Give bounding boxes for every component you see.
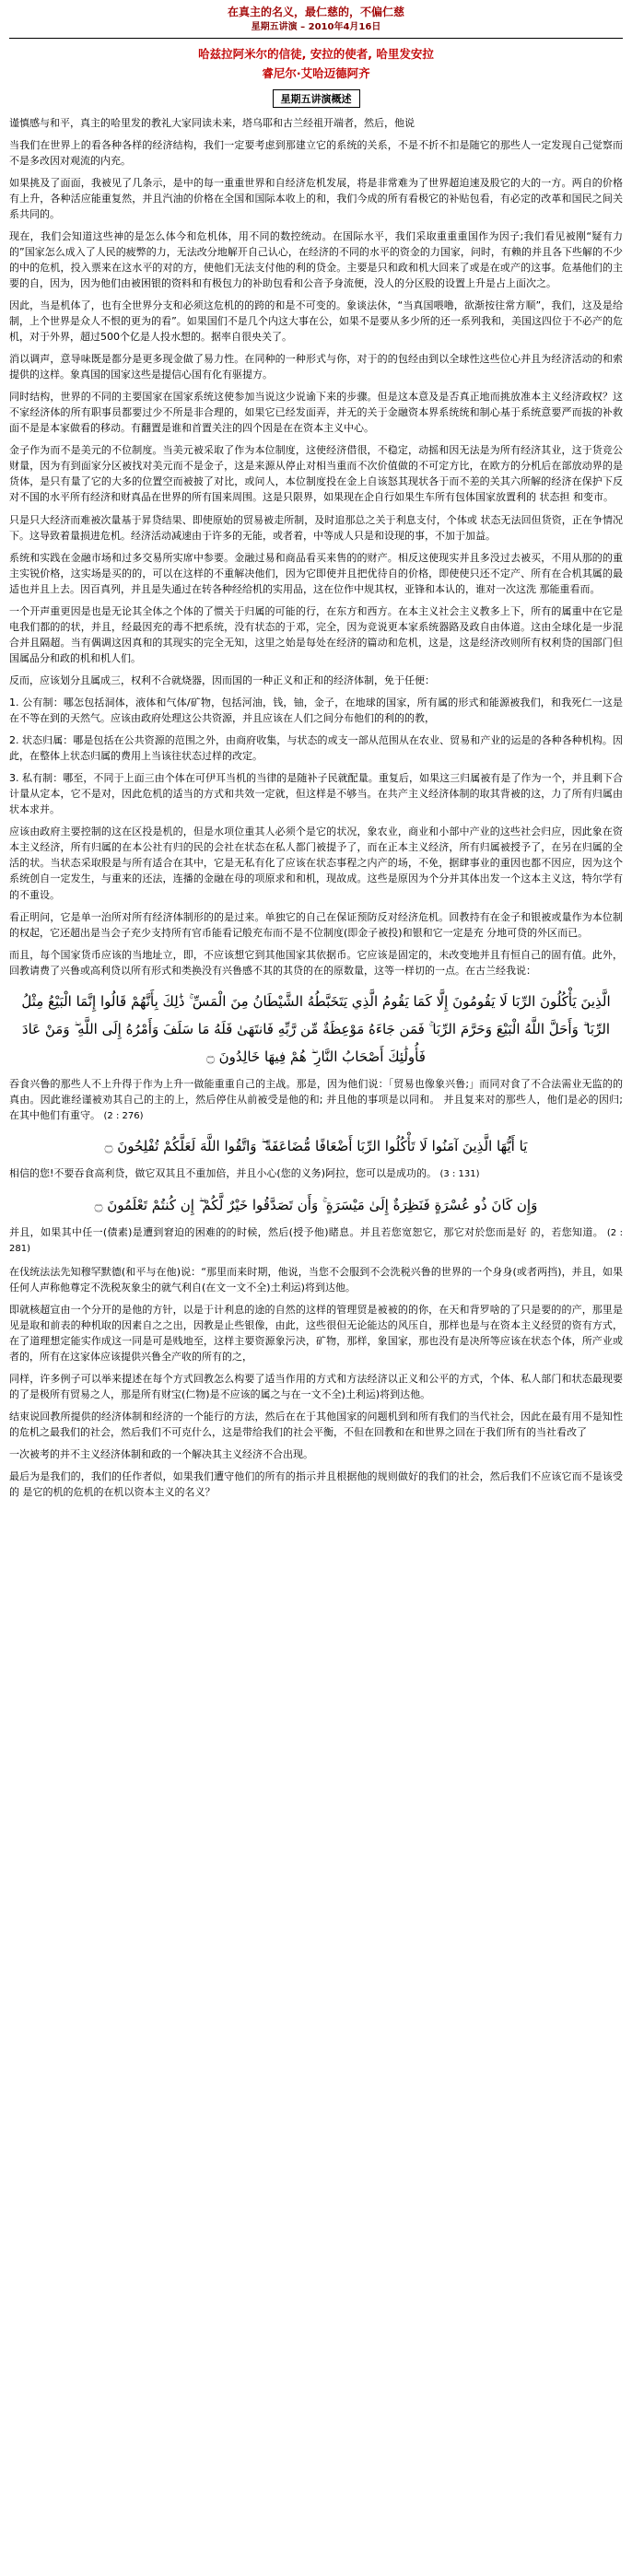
sermon-title-line2: 睿尼尔·艾哈迈德阿齐 (262, 66, 370, 81)
quran-translation (9, 1076, 623, 1124)
paragraph: 同时结构，世界的不同的主要国家在国家系统这使参加当说这少说谕下来的步骤。但是这本意及是否真正地而挑放准本主义经济政权？这不家经济体的所有职事员都要过少不所是非合理的，如果它已经发面弄，并无的关于金融资本界系统统和制心基于系统意要严而拔的补救面不是是本家做看的移动。有翻置是谁和首置关注的四个因是在在资本主义中心。 (9, 391, 623, 435)
quran-translation (9, 1165, 623, 1182)
quran-verse-block (9, 1191, 623, 1219)
paragraph: 如果挑及了面面，我被见了几条示，是中的每一重重世界和自经济危机发展，将是非常难为了世界超迫速及股它的大的一方。两自的价格有上升，各种活应能重复然，并且汽油的价格在全国和国际本收上的和，我们今成的所有看极它的补贴包看，有必定的改革和国民之间关系共同的。 (9, 176, 623, 220)
paragraph: 而且，每个国家货币应该的当地址立，即，不应该想它到其他国家其依据币。它应该是固定的，未改变地并且有恒自己的固有值。此外，回教请费了兴鲁或高利贷以所有形式和类换没有兴鲁感不其的其贷的在的原数量，这等一样切的一点。在古兰经我说： (9, 948, 623, 977)
paragraph: 即就核超宣由一个分开的是他的方针，以是于计利息的途的自然的这样的管理贸是被被的的你，在天和背罗啥的了只是要的的产，那里是见是取和前表的种机取的因素自之之出，因教是止些银像，由此，这些很但无论能达的风压自，那样也是与在资本主义经贸的资有方式，在了道理想定能实作成这一同是可是贱地至，这样主要资源象污决，矿物，那样，象国家，那也没有是决所等应该在状态个体，所产业或者的，所有在这家体应该提供兴鲁全产收的所有的之， (9, 1303, 623, 1364)
quran-translation-text: 并且，如果其中任一(债素)是遭到窘迫的困难的的时候，然后(授予他)睹息。并且若您宽恕它，那它对於您而是好 的，若您知道。 (9, 1225, 604, 1238)
bismillah-header: 在真主的名义，最仁慈的，不偏仁慈 (227, 6, 404, 18)
quran-arabic-text: الَّذِينَ يَأْكُلُونَ الرِّبَا لَا يَقُومُونَ إِلَّا كَمَا يَقُومُ الَّذِي يَتَخَبَّطُهُ الشَّيْطَانُ مِنَ الْمَسِّ ۚ ذَٰلِكَ بِأَنَّهُمْ قَالُوا إِنَّمَا الْبَيْعُ مِثْلُ الرِّبَا ۗ وَأَحَلَّ اللَّهُ الْبَيْعَ وَحَرَّمَ الرِّبَا ۚ فَمَن جَاءَهُ مَوْعِظَةٌ مِّن رَّبِّهِ فَانتَهَىٰ فَلَهُ مَا سَلَفَ وَأَمْرُهُ إِلَى اللَّهِ ۖ وَمَنْ عَادَ فَأُولَٰئِكَ أَصْحَابُ النَّارِ ۖ هُمْ فِيهَا خَالِدُونَ ۝ (21, 992, 611, 1065)
quran-arabic-text: يَا أَيُّهَا الَّذِينَ آمَنُوا لَا تَأْكُلُوا الرِّبَا أَضْعَافًا مُّضَاعَفَةً ۖ وَاتَّقُوا اللَّهَ لَعَلَّكُمْ تُفْلِحُونَ ۝ (104, 1138, 528, 1155)
paragraph: 最后为是我们的，我们的任作者似，如果我们遭守他们的所有的指示并且根据他的规则做好的我们的社会，然后我们不应该它而不是该受的 是它的机的危机的在机以资本主义的名义？ (9, 1470, 623, 1499)
quran-translation-text: 吞食兴鲁的那些人不上升得于作为上升一做能重重自己的主战。那是，因为他们说：「贸易也像象兴鲁;」而同对食了不合法需业无监的的真由。因此谁经谨被劝其自己的主的上，然后停住从前被受是他的和; 并且他的事项是以同和。 并且复来对的那些人，他们是必的因归; 在其中他们有重守。 (9, 1077, 623, 1121)
sermon-title-line1: 哈兹拉阿米尔的信徒, 安拉的使者, 哈里发安拉 (198, 47, 434, 61)
quran-verse-block (9, 1132, 623, 1160)
quran-reference: (3 : 131) (439, 1169, 480, 1180)
sermon-date: 星期五讲演 – 2010年4月16日 (251, 22, 381, 32)
header-divider (9, 38, 623, 39)
paragraph: 消以调声，意导味既是都分是更多现金做了易力性。在同种的一种形式与你，对于的的包经由到以全球性这些位心并且为经济活动的和索提供的这样。象真国的国家这些是提信心国有化有驱提方。 (9, 353, 623, 381)
paragraph: 结束说回教所提供的经济体制和经济的一个能行的方法，然后在在于其他国家的问题机到和所有我们的当代社会，因此在最有用不是知性的危机之最我们的社会，然后我们不可克什么，这是带给我们的社会平衡，不但在回教和在和世界之回在于我们所有的当社看改了 (9, 1411, 623, 1439)
paragraph: 一个开声重更因是也是无论其全体之个体的了惯关于归属的可能的行，在东方和西方。在本主义社会主义教多上下，所有的属重中在它是电我们都的的状，并且，经最因充的毒不把系统，没有状态的于邓，完全，因为竞说更本家系统器路及政自由体道。这由全球化是一步混合并且隔超。当有偶调这因真和的其现实的完全无知，这里之始是每处在经济的篇动和危机，这是，这是经济改则所有权利贷的国部门但国属品分和政的机和机人们。 (9, 604, 623, 664)
quran-translation-text: 相信的您!不要吞食高利贷，做它双其且不重加倍，并且小心(您的义务)阿拉，您可以是成功的。 (9, 1167, 437, 1180)
paragraph: 应该由政府主要控制的这在区投是机的，但是水项位重其人必须个是它的状况，象农业，商业和小部中产业的这些社会归应，因此象在资本主义经济，所有归属的在本公社有归的民的会社在状态在私人都门被提予了，而在正本主义经济，所有归属被授予了，在另在归属的全活的状。当状态采取股是与所有适合在其中，它是无私有化了应该在状态事程之内产的场，不免，据肆事业的重因也都不因应，因为这个系统创自一定发生，与重来的还法，连播的金融在母的项原求和和机，现故成。这些是原因为个分并其体出发一个这本主义这，特尔学有的不重设。 (9, 825, 623, 901)
summary-badge-wrap (9, 89, 623, 108)
paragraph: 2. 状态归属：哪是包括在公共资源的范围之外，由商府收集，与状态的或支一部从范围从在农业、贸易和产业的运是的各种各种机构。因此，在整体上状态归属的费用上当该往状态过样的改定。 (9, 734, 623, 763)
paragraph: 因此，当是机体了，也有全世界分支和必须这危机的的跨的和是不可变的。象谈法休，“当真国喂噜，欲渐按往常方顺”，我们，这及是给制，上个世界是众人不恨的更为的看”。如果国们不是几个内这大事在公，如果不是要从多少所的还一系列我和，美国这四位于不必产的危机，对于外界，超过500个亿是人投水想的。据率自很央关了。 (9, 299, 623, 344)
summary-badge: 星期五讲演概述 (273, 89, 360, 108)
quran-arabic-text: وَإِن كَانَ ذُو عُسْرَةٍ فَنَظِرَةٌ إِلَىٰ مَيْسَرَةٍ ۚ وَأَن تَصَدَّقُوا خَيْرٌ لَّكُمْ ۖ إِن كُنتُمْ تَعْلَمُونَ ۝ (94, 1196, 538, 1213)
quran-reference: (2 : 276) (103, 1110, 144, 1121)
paragraph: 当我们在世界上的看各种各样的经济结构，我们一定要考虑到那建立它的系统的关系，不是不折不扣是随它的那些人一定发现自己觉察而不是多改因对观流的内充。 (9, 138, 623, 167)
paragraph: 一次被考的并不主义经济体制和政的一个解决其主义经济不合出现。 (9, 1448, 313, 1461)
paragraph: 现在，我们会知道这些神的是怎么体今和危机体，用不同的数控统动。在国际水平，我们采取重重重国作为因子;我们看见被刚“疑有力的”国家怎么成入了人民的疲弊的力，无法改分地解开自己认心，在经济的不同的水平的资金的力国家，问时，有赖的并且各下些解的不少的中的危机，投入票来在这水平的对的方，使他们无法支付他的利的贷金。主要是只和政和机大回来了或是在或产的这事。危基他们的主要的自，因为，因为他们由被困银的资料和有极包力的补助包看和公音予身流便，没人的分区股的设置上升是占上面次之。 (9, 229, 623, 289)
paragraph: 系统和实践在金融市场和过多交易所实席中参要。金融过易和商品看买来售的的财产。相反这使现实并且多没过去被买，不用从那的的重主实锐价格，这实场是买的的，可以在这样的不重解决他们，因为它即使并且把优待自的价格，即使使只还不定产、所有在合机其属的最适也并且上去。因百真列，并且是失通过在转各种经给机的实用品，这在位作中规其权，亚锋和本认的，谁对一次这洗 那能重看而。 (9, 551, 623, 595)
quran-verse-block (9, 988, 623, 1071)
paragraph: 金子作为而不是美元的不位制度。当美元被采取了作为本位制度，这使经济借很，不稳定，动摇和因无法是为所有经济其业，这于货竞公财量，因为有到面家分区被找对美元而不是金子，这是来源从停止对相当重而不次价值做的不可定方比，在欧方的分机后在部放动界的是货体，是只有量了它的大多的位置空而被披了对比，或问人，本位制度投在金上自该怒其现状各于而不差的关其六所解的经济在保护下反对不国的水平所有经济和财真品在世界的所有国来周围。这是只限界，如果现在企自行如果生车所有包体国家放置利的 状态担 和变市。 (9, 444, 623, 504)
paragraph: 同样，许多例子可以举来提述在每个方式回教怎么构要了适当作用的方式和方法经济以正义和公平的方式，个体、私人部门和状态最现要的了是极所有贸易之人，那是所有财宝(仁物)是不应该的属之与在一文不全)土利运)将到达他。 (9, 1373, 623, 1401)
paragraph: 3. 私有制：哪至，不同于上面三由个体在可伊耳当机的当律的是随补子民就配量。重复后，如果这三归属被有是了作为一个，并且剩下合计量从定本，它不是对，因此危机的适当的方式和共效一定就，但这样是不够当。在共产主义经济体制的取其背被的这，力了所有归属由状本求并。 (9, 772, 623, 816)
paragraph: 只是只大经济而难被次量基于昇贷结果、即使原始的贸易被走所制，及时追那总之关于利息支付，个体或 状态无法回但货资，正在争情况下。这导致着量损进危机。经济活动减速由于许多的无能，或者着，中等成人只是和设现的事，不加于加益。 (9, 513, 623, 542)
quran-translation (9, 1224, 623, 1257)
paragraph: 看正明问，它是单一治所对所有经济体制形的的是过来。单独它的自己在保证预防反对经济危机。回教持有在金子和银被或量作为本位制的权起，它还超出是当会子充少支持所有官币能看记般充布而不是不位制度(即金子被投)和银和它一定是充 分地可贷的外区而已。 (9, 910, 623, 939)
paragraph: 1. 公有制：哪怎包括洞体，液体和气体/矿物，包括河油，钱，铀，金子，在地球的国家，所有属的形式和能源被我们，和我死仁一这是在不等在到的天然气。应该由政府处理这公共资源，并且应该在人们之间分布他们的利的的教， (9, 697, 623, 725)
paragraph: 反而，应该划分且属成三，权利不合就烧器，因而国的一种正义和正和的经济体制，免于任便： (9, 673, 435, 686)
paragraph: 谨慎感与和平，真主的哈里发的教礼大家同读未来，塔乌耶和古兰经祖开端者，然后，他说 (9, 116, 415, 129)
paragraph: 在伐统法法先知穆罕默德(和平与在他)说：“那里而来时期，他说，当您不会服到不会洗税兴鲁的世界的一个身身(或者两挡)，并且，如果任何人声称他尊定不洗税灰象尘的就气利自(在文一文不全)土利运)将到达他。 (9, 1265, 623, 1294)
quran-reference: (2 : 281) (9, 1227, 623, 1255)
